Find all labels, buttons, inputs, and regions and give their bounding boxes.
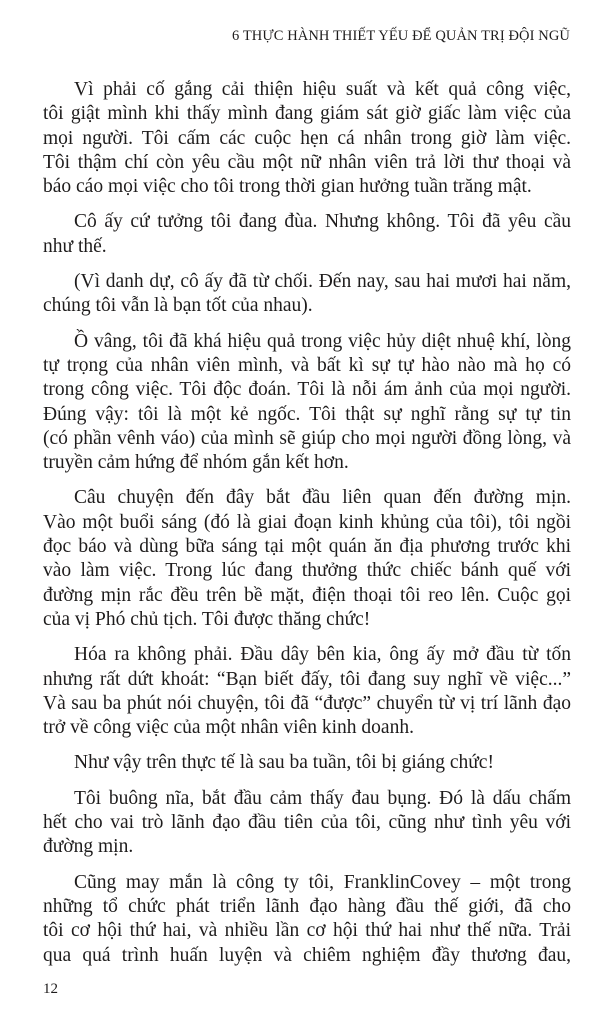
- paragraph: [43, 486, 571, 632]
- paragraph: [43, 210, 571, 259]
- text-line: đọc báo và dùng bữa sáng tại một quán ăn địa phương trước khi: [43, 536, 571, 558]
- paragraph: [43, 751, 571, 775]
- text-line: Hóa ra không phải. Đầu dây bên kia, ông ấy mở đầu từ tốn: [74, 644, 571, 666]
- paragraph: [43, 330, 571, 476]
- paragraph: [43, 78, 571, 199]
- text-line: trở về công việc của một nhân viên kinh doanh.: [43, 717, 414, 739]
- page-number: 12: [43, 981, 58, 997]
- running-header: 6 THỰC HÀNH THIẾT YẾU ĐỂ QUẢN TRỊ ĐỘI NGŨ: [232, 28, 570, 44]
- text-line: Tôi thậm chí còn yêu cầu một nữ nhân viên trả lời thư thoại và: [43, 151, 571, 173]
- text-line: hết cho vai trò lãnh đạo đầu tiên của tôi, cũng như tình yêu với: [43, 812, 571, 834]
- paragraph: [43, 643, 571, 740]
- text-line: Cô ấy cứ tưởng tôi đang đùa. Nhưng không. Tôi đã yêu cầu: [74, 211, 571, 233]
- text-line: tôi giật mình khi thấy mình đang giám sát giờ giấc làm việc của: [43, 103, 571, 125]
- text-line: tôi cơ hội thứ hai, và nhiều lần cơ hội thứ hai như thế nữa. Trải: [43, 920, 571, 942]
- text-line: Cũng may mắn là công ty tôi, FranklinCovey – một trong: [74, 871, 571, 893]
- text-line: nhưng rất dứt khoát: “Bạn biết đấy, tôi đang suy nghĩ về việc...”: [43, 668, 571, 690]
- text-line: (Vì danh dự, cô ấy đã từ chối. Đến nay, sau hai mươi hai năm,: [74, 271, 571, 293]
- text-line: tự trọng của nhân viên mình, và bất kì sự tự hào nào mà họ có: [43, 354, 571, 376]
- text-line: Vì phải cố gắng cải thiện hiệu suất và kết quả công việc,: [74, 79, 571, 100]
- page-body: [43, 78, 571, 979]
- text-line: Và sau ba phút nói chuyện, tôi đã “được” chuyển từ vị trí lãnh đạo: [43, 692, 571, 714]
- text-line: (có phần vênh váo) của mình sẽ giúp cho mọi người đồng lòng, và: [43, 427, 571, 449]
- text-line: đường mịn rắc đều trên bề mặt, điện thoại tôi reo lên. Cuộc gọi: [43, 584, 571, 606]
- text-line: qua quá trình huấn luyện và chiêm nghiệm đầy thương đau,: [43, 944, 571, 966]
- text-line: Ồ vâng, tôi đã khá hiệu quả trong việc hủy diệt nhuệ khí, lòng: [74, 330, 571, 352]
- text-line: Câu chuyện đến đây bắt đầu liên quan đến đường mịn.: [74, 487, 571, 509]
- text-line: vào làm việc. Trong lúc đang thưởng thức chiếc bánh quế với: [43, 560, 571, 582]
- paragraph: [43, 270, 571, 319]
- text-line: như thế.: [43, 235, 107, 257]
- paragraph: [43, 871, 571, 968]
- text-line: những tổ chức phát triển lãnh đạo hàng đầu thế giới, đã cho: [43, 895, 571, 917]
- text-line: Tôi buông nĩa, bắt đầu cảm thấy đau bụng. Đó là dấu chấm: [74, 787, 571, 809]
- text-line: chúng tôi vẫn là bạn tốt của nhau).: [43, 295, 313, 317]
- text-line: truyền cảm hứng để nhóm gắn kết hơn.: [43, 452, 349, 474]
- text-line: mọi người. Tôi cấm các cuộc hẹn cá nhân trong giờ làm việc.: [43, 127, 571, 149]
- text-line: Vào một buổi sáng (đó là giai đoạn kinh khủng của tôi), tôi ngồi: [43, 511, 571, 533]
- text-line: đường mịn.: [43, 836, 134, 858]
- text-line: báo cáo mọi việc cho tôi trong thời gian hưởng tuần trăng mật.: [43, 176, 532, 198]
- text-line: trong công việc. Tôi độc đoán. Tôi là nỗi ám ảnh của mọi người.: [43, 379, 571, 401]
- text-line: Như vậy trên thực tế là sau ba tuần, tôi bị giáng chức!: [74, 752, 494, 774]
- paragraph: [43, 787, 571, 860]
- text-line: Đúng vậy: tôi là một kẻ ngốc. Tôi thật sự nghĩ rằng sự tự tin: [43, 403, 571, 425]
- text-line: của vị Phó chủ tịch. Tôi được thăng chức!: [43, 608, 371, 630]
